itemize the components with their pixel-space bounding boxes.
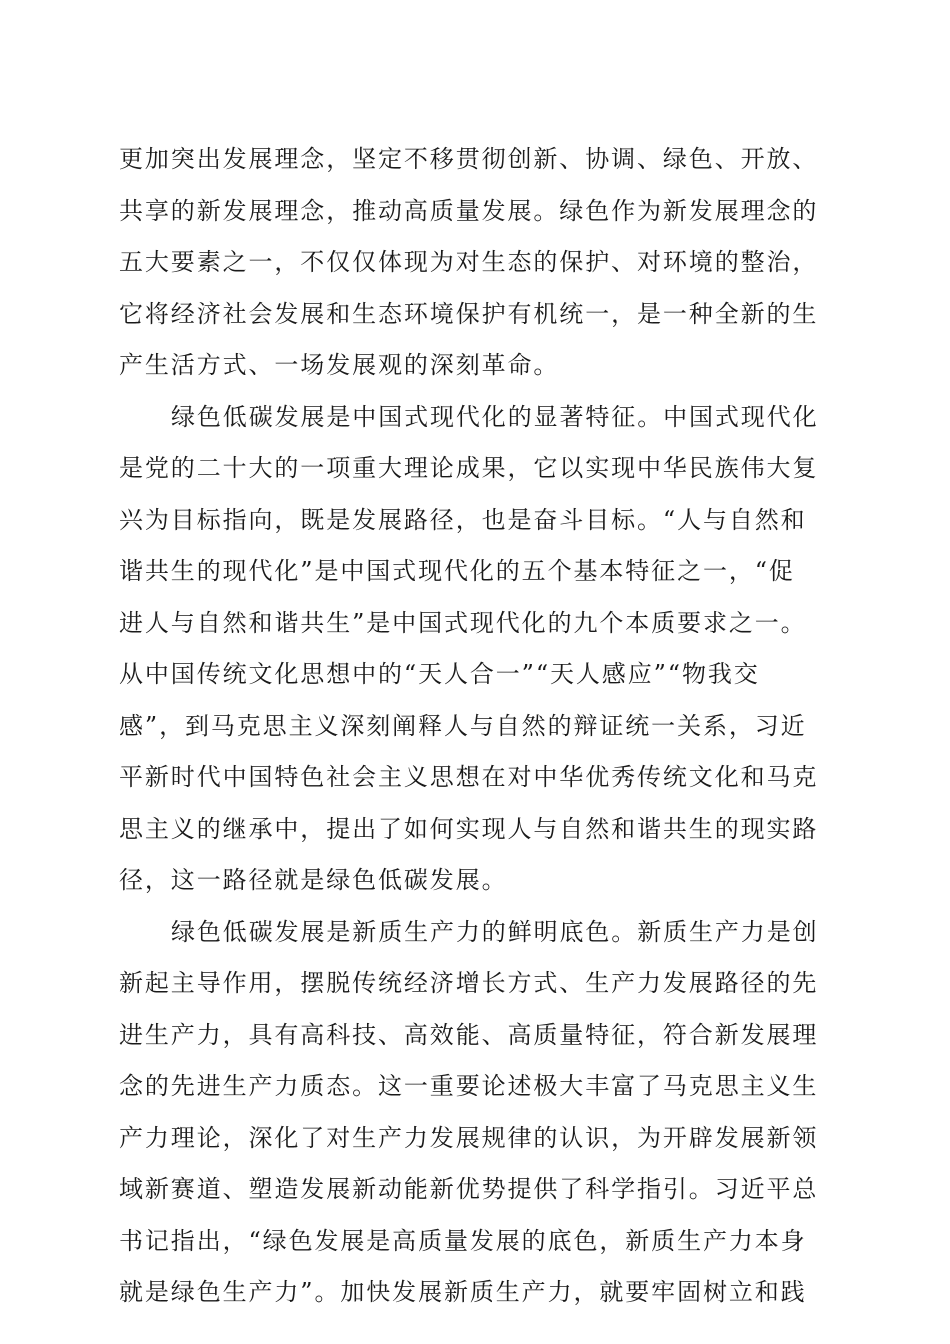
paragraph-first-line: 绿色低碳发展是新质生产力的鲜明底色。新质生产力是创 bbox=[171, 917, 819, 946]
text-line: 它将经济社会发展和生态环境保护有机统一，是一种全新的生 bbox=[119, 299, 819, 328]
text-line: 共享的新发展理念，推动高质量发展。绿色作为新发展理念的 bbox=[119, 196, 819, 225]
text-line: 书记指出，“绿色发展是高质量发展的底色，新质生产力本身 bbox=[119, 1226, 807, 1255]
text-line: 产力理论，深化了对生产力发展规律的认识，为开辟发展新领 bbox=[119, 1123, 819, 1152]
text-line: 就是绿色生产力”。加快发展新质生产力，就要牢固树立和践 bbox=[119, 1278, 807, 1306]
text-line: 域新赛道、塑造发展新动能新优势提供了科学指引。习近平总 bbox=[119, 1175, 819, 1203]
text-line: 五大要素之一，不仅仅体现为对生态的保护、对环境的整治， bbox=[119, 248, 819, 276]
text-line: 径，这一路径就是绿色低碳发展。 bbox=[119, 866, 508, 894]
text-line: 念的先进生产力质态。这一重要论述极大丰富了马克思主义生 bbox=[119, 1072, 819, 1100]
text-line: 产生活方式、一场发展观的深刻革命。 bbox=[119, 351, 560, 379]
text-line: 是党的二十大的一项重大理论成果，它以实现中华民族伟大复 bbox=[119, 454, 819, 482]
text-line: 平新时代中国特色社会主义思想在对中华优秀传统文化和马克 bbox=[119, 763, 819, 791]
text-line: 进人与自然和谐共生”是中国式现代化的九个本质要求之一。 bbox=[119, 608, 807, 637]
text-line: 新起主导作用，摆脱传统经济增长方式、生产力发展路径的先 bbox=[119, 969, 819, 997]
text-line: 思主义的继承中，提出了如何实现人与自然和谐共生的现实路 bbox=[119, 814, 819, 843]
text-line: 进生产力，具有高科技、高效能、高质量特征，符合新发展理 bbox=[119, 1020, 819, 1049]
text-line: 感”，到马克思主义深刻阐释人与自然的辩证统一关系，习近 bbox=[119, 711, 807, 740]
text-line: 从中国传统文化思想中的“天人合一”“天人感应”“物我交 bbox=[119, 660, 760, 688]
paragraph-first-line: 绿色低碳发展是中国式现代化的显著特征。中国式现代化 bbox=[171, 402, 819, 431]
body-text bbox=[119, 134, 839, 1319]
text-line: 谐共生的现代化”是中国式现代化的五个基本特征之一，“促 bbox=[119, 557, 795, 585]
text-line: 兴为目标指向，既是发展路径，也是奋斗目标。“人与自然和 bbox=[119, 505, 807, 534]
text-line: 更加突出发展理念，坚定不移贯彻创新、协调、绿色、开放、 bbox=[119, 145, 819, 173]
